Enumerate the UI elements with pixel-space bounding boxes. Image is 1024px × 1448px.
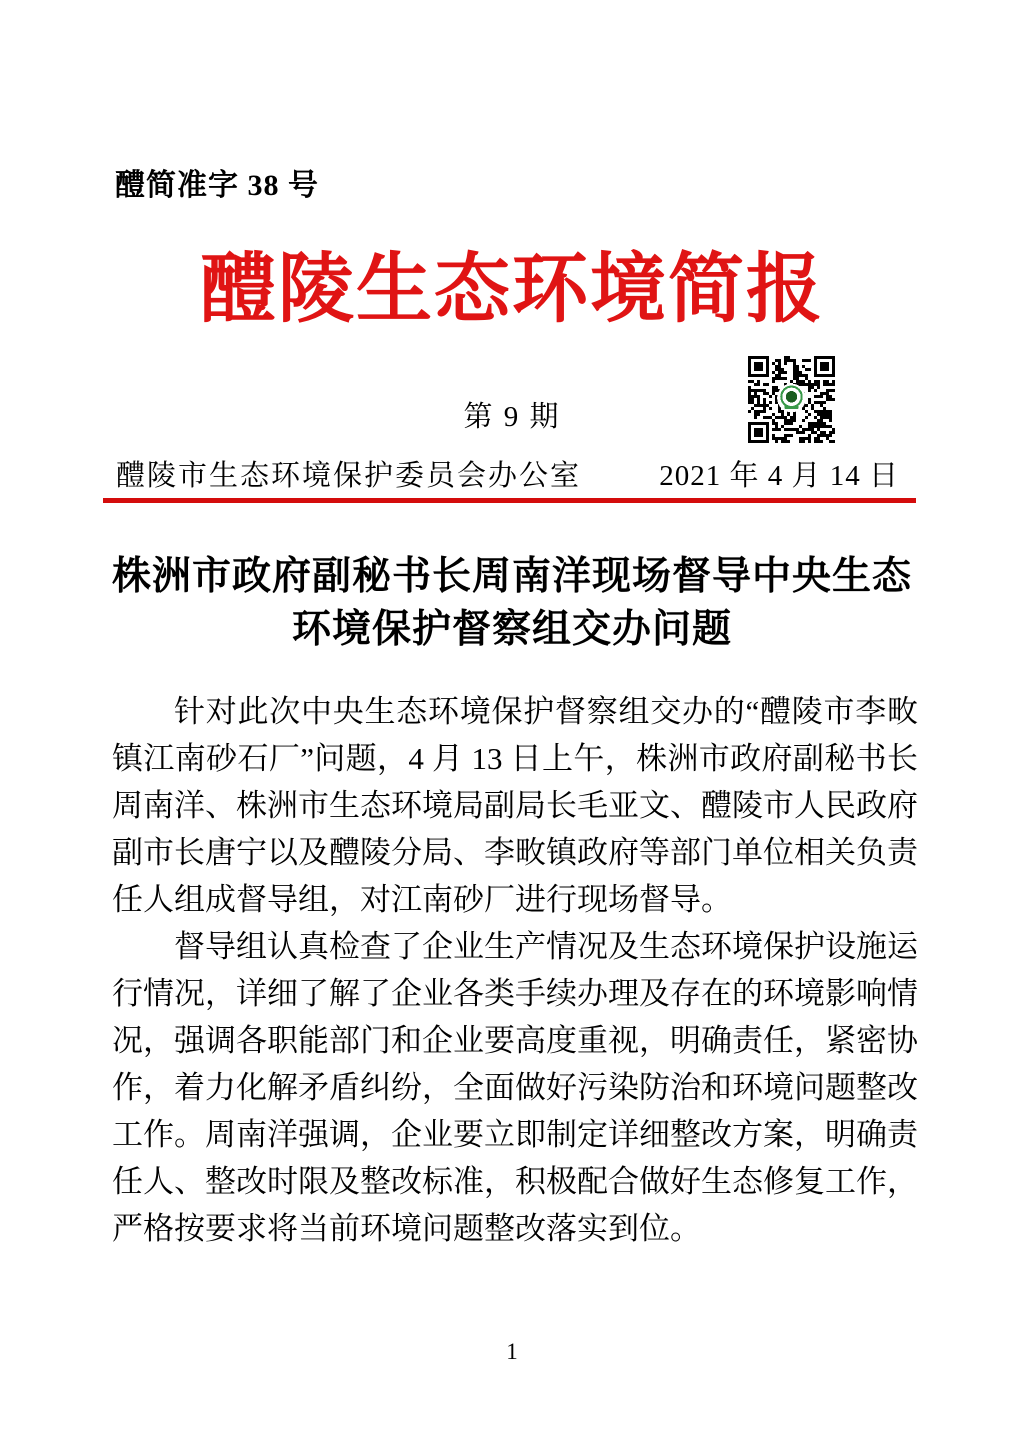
article-title (82, 550, 942, 656)
masthead-divider (103, 498, 916, 503)
article-body (112, 688, 918, 1252)
article-title-line-2: 环境保护督察组交办问题 (291, 608, 732, 651)
qr-code (748, 356, 835, 443)
issue-number: 第 9 期 (463, 401, 561, 433)
bulletin-title: 醴陵生态环境简报 (200, 248, 824, 332)
masthead-publisher-row (116, 453, 899, 494)
publisher-name: 醴陵市生态环境保护委员会办公室 (116, 460, 582, 492)
publish-date: 2021 年 4 月 14 日 (659, 460, 899, 492)
article-paragraph: 针对此次中央生态环境保护督察组交办的“醴陵市李畋镇江南砂石厂”问题，4 月 13 日上午，株洲市政府副秘书长周南洋、株洲市生态环境局副局长毛亚文、醴陵市人民政府副市长唐宁以及醴陵分局、李畋镇政府等部门单位相关负责任人组成督导组，对江南砂厂进行现场督导。 (112, 694, 918, 917)
document-reference-number: 醴简准字 38 号 (115, 169, 319, 202)
article-paragraph: 督导组认真检查了企业生产情况及生态环境保护设施运行情况，详细了解了企业各类手续办理及存在的环境影响情况，强调各职能部门和企业要高度重视，明确责任，紧密协作，着力化解矛盾纠纷，全面做好污染防治和环境问题整改工作。周南洋强调，企业要立即制定详细整改方案，明确责任人、整改时限及整改标准，积极配合做好生态修复工作，严格按要求将当前环境问题整改落实到位。 (112, 929, 918, 1246)
qr-code-image (748, 356, 835, 443)
page-number: 1 (506, 1339, 518, 1364)
article-title-line-1: 株洲市政府副秘书长周南洋现场督导中央生态 (111, 555, 912, 598)
